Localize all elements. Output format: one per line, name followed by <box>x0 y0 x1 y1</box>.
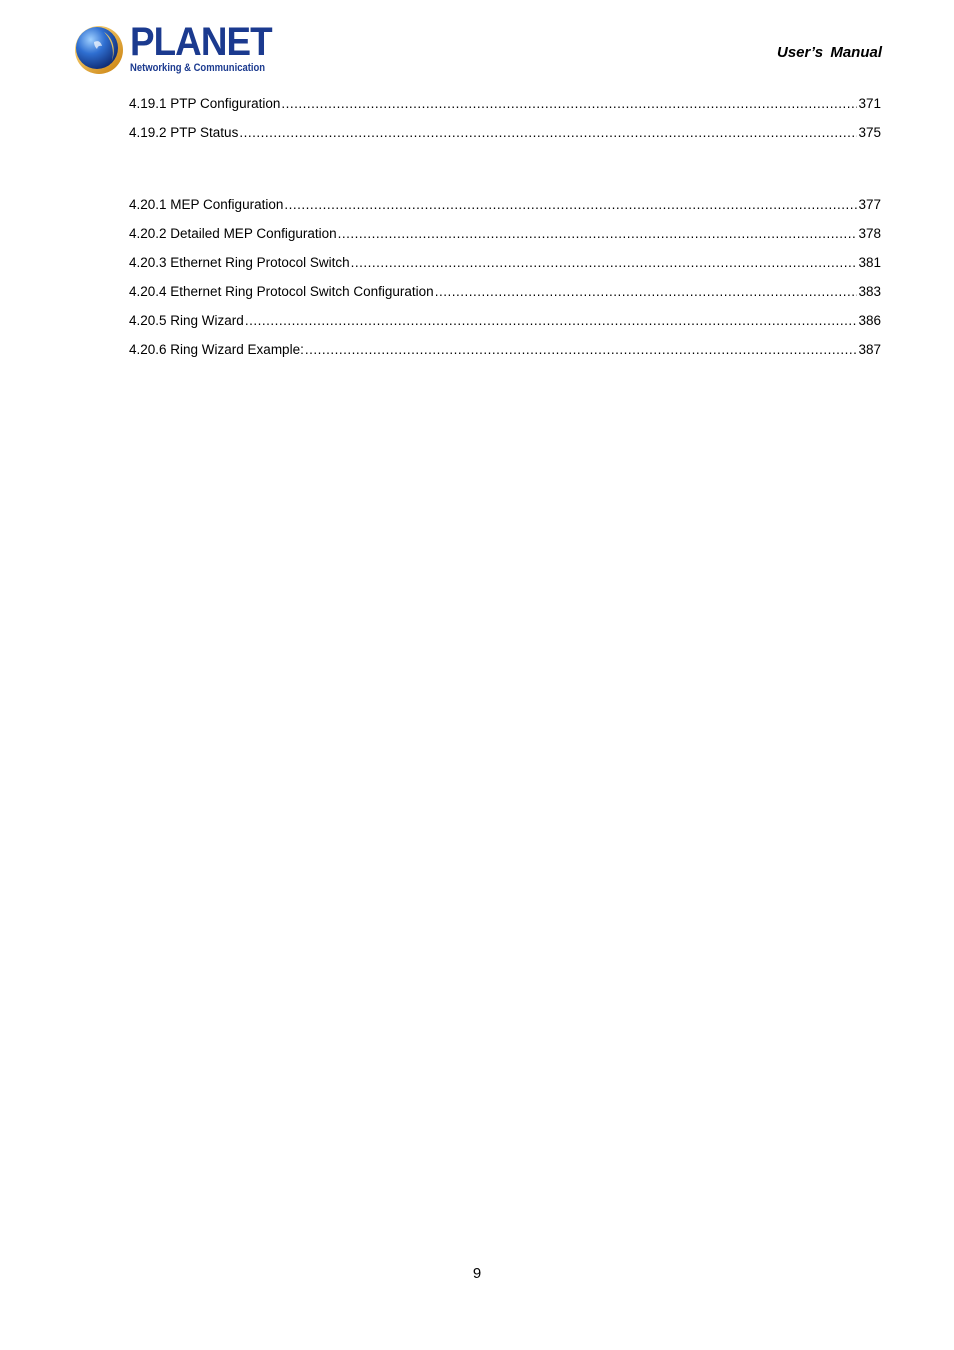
logo-wordmark: PLANET <box>130 20 272 64</box>
toc-dot-leader <box>281 94 857 114</box>
toc-entry-label: 4.20.4 Ethernet Ring Protocol Switch Configuration <box>129 284 434 299</box>
toc-dot-leader <box>239 123 857 143</box>
toc-dot-leader <box>284 195 857 215</box>
toc-entry[interactable] <box>129 123 881 152</box>
toc-entry-label: 4.20.2 Detailed MEP Configuration <box>129 226 337 241</box>
page-header <box>0 0 954 90</box>
toc-entry[interactable] <box>129 195 881 224</box>
manual-title: User’s Manual <box>777 44 882 61</box>
toc-entry-page: 386 <box>858 313 881 328</box>
toc-entry[interactable] <box>129 224 881 253</box>
logo-tagline: Networking & Communication <box>130 62 266 74</box>
toc-entry-label: 4.20.1 MEP Configuration <box>129 197 284 212</box>
page-number: 9 <box>472 1265 482 1282</box>
toc-entry-label: 4.20.5 Ring Wizard <box>129 313 244 328</box>
table-of-contents <box>129 94 881 369</box>
toc-dot-leader <box>305 340 858 360</box>
toc-entry-page: 383 <box>858 284 881 299</box>
toc-entry-label: 4.20.6 Ring Wizard Example: <box>129 342 304 357</box>
toc-entry[interactable] <box>129 282 881 311</box>
toc-entry[interactable] <box>129 340 881 369</box>
toc-dot-leader <box>435 282 858 302</box>
planet-logo <box>74 22 274 78</box>
toc-entry-page: 381 <box>858 255 881 270</box>
toc-entry[interactable] <box>129 94 881 123</box>
toc-entry-page: 371 <box>858 96 881 111</box>
toc-entry-page: 387 <box>858 342 881 357</box>
toc-dot-leader <box>338 224 858 244</box>
toc-entry-label: 4.19.2 PTP Status <box>129 125 239 140</box>
toc-entry-page: 378 <box>858 226 881 241</box>
toc-entry-page: 377 <box>858 197 881 212</box>
toc-entry[interactable] <box>129 253 881 282</box>
toc-dot-leader <box>245 311 858 331</box>
toc-entry-label: 4.19.1 PTP Configuration <box>129 96 281 111</box>
globe-icon <box>74 24 126 76</box>
toc-dot-leader <box>351 253 858 273</box>
toc-entry-label: 4.20.3 Ethernet Ring Protocol Switch <box>129 255 350 270</box>
toc-entry[interactable] <box>129 311 881 340</box>
toc-spacer <box>129 152 881 195</box>
toc-entry-page: 375 <box>858 125 881 140</box>
